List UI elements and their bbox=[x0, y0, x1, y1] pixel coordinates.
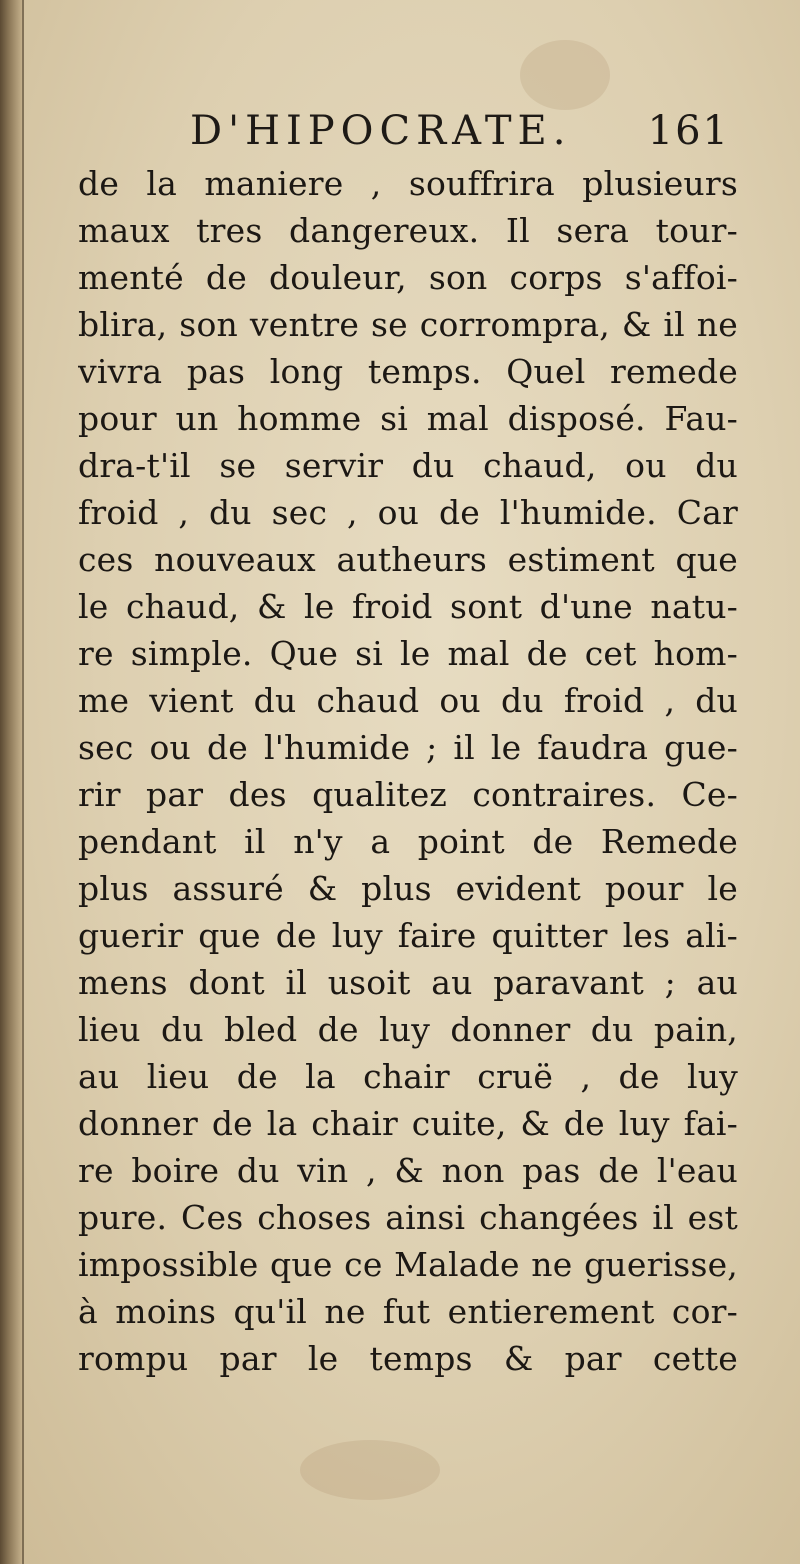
text-line: au lieu de la chair cruë , de luy bbox=[78, 1057, 738, 1096]
text-line: rir par des qualitez contraires. Ce- bbox=[78, 775, 738, 814]
page-header bbox=[190, 108, 730, 164]
text-line: menté de douleur, son corps s'affoi- bbox=[78, 258, 738, 297]
text-line: dra-t'il se servir du chaud, ou du bbox=[78, 446, 738, 485]
text-line: vivra pas long temps. Quel remede bbox=[78, 352, 738, 391]
text-line: guerir que de luy faire quitter les ali- bbox=[78, 916, 738, 955]
text-line: blira, son ventre se corrompra, & il ne bbox=[78, 305, 738, 344]
text-line: froid , du sec , ou de l'humide. Car bbox=[78, 493, 738, 532]
text-line: lieu du bled de luy donner du pain, bbox=[78, 1010, 738, 1049]
paper-stain bbox=[300, 1440, 440, 1500]
text-line: à moins qu'il ne fut entierement cor- bbox=[78, 1292, 738, 1331]
text-line: plus assuré & plus evident pour le bbox=[78, 869, 738, 908]
text-line: impossible que ce Malade ne guerisse, bbox=[78, 1245, 738, 1284]
text-line: re simple. Que si le mal de cet hom- bbox=[78, 634, 738, 673]
text-line: re boire du vin , & non pas de l'eau bbox=[78, 1151, 738, 1190]
gutter-edge bbox=[22, 0, 24, 1564]
page-number: 161 bbox=[647, 108, 730, 154]
text-line: le chaud, & le froid sont d'une natu- bbox=[78, 587, 738, 626]
text-line: ces nouveaux autheurs estiment que bbox=[78, 540, 738, 579]
text-line: pour un homme si mal disposé. Fau- bbox=[78, 399, 738, 438]
book-gutter bbox=[0, 0, 22, 1564]
running-head: D'HIPOCRATE. bbox=[190, 108, 572, 154]
text-line: pendant il n'y a point de Remede bbox=[78, 822, 738, 861]
text-line: pure. Ces choses ainsi changées il est bbox=[78, 1198, 738, 1237]
body-text bbox=[78, 160, 738, 1382]
text-line: rompu par le temps & par cette bbox=[78, 1339, 738, 1378]
text-line: de la maniere , souffrira plusieurs bbox=[78, 164, 738, 203]
text-line: sec ou de l'humide ; il le faudra gue- bbox=[78, 728, 738, 767]
text-line: me vient du chaud ou du froid , du bbox=[78, 681, 738, 720]
text-line: donner de la chair cuite, & de luy fai- bbox=[78, 1104, 738, 1143]
text-line: mens dont il usoit au paravant ; au bbox=[78, 963, 738, 1002]
paper-stain bbox=[520, 40, 610, 110]
text-line: maux tres dangereux. Il sera tour- bbox=[78, 211, 738, 250]
